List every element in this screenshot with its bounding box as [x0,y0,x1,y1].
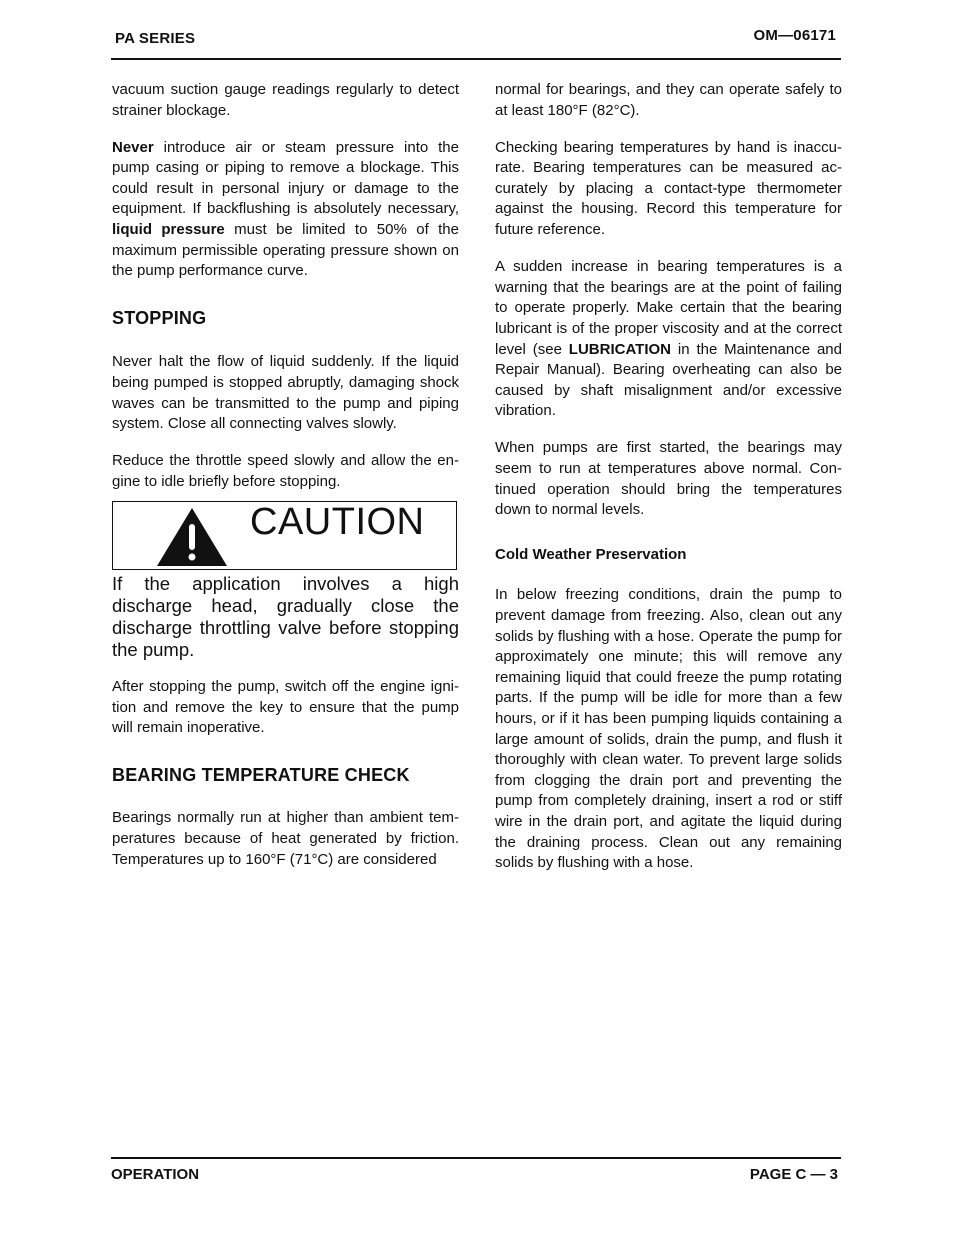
paragraph: Bearings normally run at higher than ambient temperatures because of heat generated by friction. Temperatures up to 160°F (71°C) are considered [112,809,459,868]
paragraph: Reduce the throttle speed slowly and allow the engine to idle briefly before stopping. [112,452,459,490]
header-rule [111,58,841,60]
caution-label: CAUTION [250,500,425,543]
paragraph-never-introduce-air [112,138,459,282]
paragraph: vacuum suction gauge readings regularly to detect strainer blockage. [112,81,459,119]
paragraph-bearing-temperature-increase [495,257,842,422]
text: introduce air or steam pressure into the pump casing or piping to remove a blockage. This could result in personal injury or damage to the equipment. If backflushing is absolutely necessary, [112,138,459,218]
header-series: PA SERIES [115,30,196,47]
text: A sudden increase in bearing temperatures is a warning that the bearings are at the point of failing to operate properly. Make certain that the bearing lubricant is of the proper viscosity and at the correct level (see [495,258,842,358]
bold-text: LUBRICATION [568,340,672,358]
paragraph: After stopping the pump, switch off the engine ignition and remove the key to ensure that the pump will remain inoperative. [112,678,459,737]
right-column [495,80,842,890]
caution-banner [112,501,457,570]
warning-triangle-icon [155,506,229,568]
subheading-cold-weather-preservation: Cold Weather Preservation [495,545,687,563]
text: in the Maintenance and Repair Manual). Bearing overheating can also be caused by shaft misalignment and/or excessive vibration. [495,340,842,420]
caution-message: If the application involves a high discharge head, gradually close the discharge throttling valve before stopping the pump. [112,572,459,660]
paragraph: Checking bearing temperatures by hand is inaccurate. Bearing temperatures can be measured accurately by placing a contact-type thermometer against the housing. Record this temperature for future reference. [495,138,842,239]
bold-text: liquid pressure [112,221,225,239]
section-heading-bearing-temperature-check: BEARING TEMPERATURE CHECK [112,764,410,785]
section-heading-stopping: STOPPING [112,307,207,328]
footer-section: OPERATION [111,1166,200,1183]
header-document-number: OM—06171 [753,27,836,44]
text: must be limited to 50% of the maximum permissible operating pressure shown on the pump performance curve. [112,221,459,280]
paragraph: Never halt the flow of liquid suddenly. If the liquid being pumped is stopped abruptly, damaging shock waves can be transmitted to the pump and piping system. Close all connecting valves slowly. [112,353,459,433]
paragraph: In below freezing conditions, drain the pump to prevent damage from freezing. Also, clean out any solids by flushing with a hose. Operate the pump for approximately one minute; this will remove any remaining liquid that could freeze the pump rotating parts. If the pump will be idle for more than a few hours, or if it has been pumping liquids containing a large amount of solids, drain the pump, and flush it thoroughly with clean water. To prevent large solids from clogging the drain port and preventing the pump from completely draining, insert a rod or stiff wire in the drain port, and agitate the liquid during the draining process. Clean out any remaining solids by flushing with a hose. [495,586,842,872]
bold-text: Never [112,138,154,156]
paragraph: When pumps are first started, the bearings may seem to run at temperatures above normal. Continued operation should bring the temperatures down to normal levels. [495,439,842,519]
left-column [112,80,459,887]
paragraph: normal for bearings, and they can operate safely to at least 180°F (82°C). [495,81,842,119]
footer-page-number: PAGE C — 3 [749,1166,838,1183]
footer-rule [111,1157,841,1159]
